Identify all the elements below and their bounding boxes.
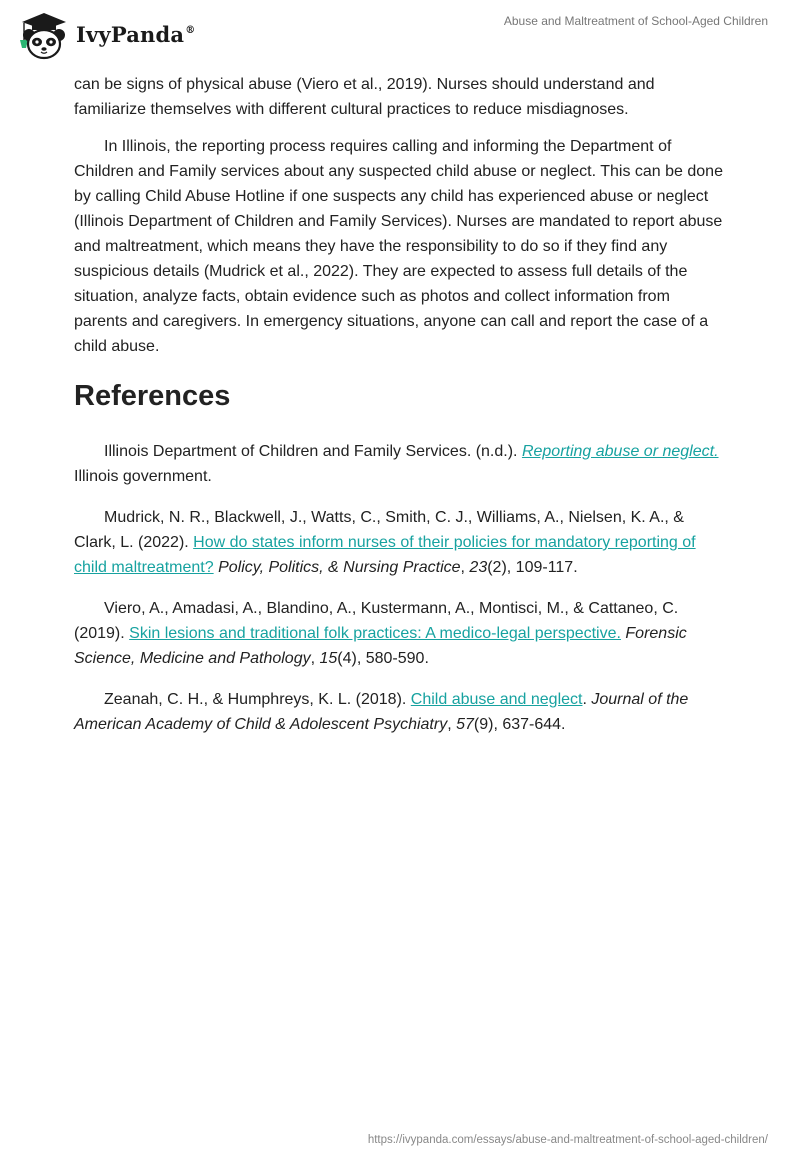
reference-item: Illinois Department of Children and Family Services. (n.d.). Reporting abuse or neglect. Illinois government. xyxy=(74,443,719,485)
reference-item: Zeanah, C. H., & Humphreys, K. L. (2018). Child abuse and neglect. Journal of the American Academy of Child & Adolescent Psychiatry, 57(9), 637-644. xyxy=(74,691,689,733)
reference-link[interactable]: Child abuse and neglect xyxy=(410,691,583,708)
reference-link[interactable]: How do states inform nurses of their policies for mandatory reporting of child maltreatment? xyxy=(74,534,696,576)
reference-item: Viero, A., Amadasi, A., Blandino, A., Kustermann, A., Montisci, M., & Cattaneo, C. (2019). Skin lesions and traditional folk practices: A medico-legal perspective. Forensic Science, Medicine and Pathology, 15(4), 580-590. xyxy=(74,600,687,667)
paragraph-continued: can be signs of physical abuse (Viero et al., 2019). Nurses should understand and familiarize themselves with different cultural practices to reduce misdiagnoses. xyxy=(74,76,655,118)
document-body xyxy=(74,72,724,753)
document-title: Abuse and Maltreatment of School-Aged Children xyxy=(503,14,768,28)
reference-link[interactable]: Reporting abuse or neglect. xyxy=(521,443,719,460)
references-heading: References xyxy=(74,380,231,412)
brand-name: IvyPanda® xyxy=(76,21,196,47)
page-header xyxy=(0,0,800,70)
reference-link[interactable]: Skin lesions and traditional folk practices: A medico-legal perspective. xyxy=(129,625,621,642)
ivypanda-logo[interactable] xyxy=(14,8,195,60)
panda-graduate-icon xyxy=(14,8,72,60)
footer-url: https://ivypanda.com/essays/abuse-and-maltreatment-of-school-aged-children/ xyxy=(367,1134,768,1146)
reference-item: Mudrick, N. R., Blackwell, J., Watts, C., Smith, C. J., Williams, A., Nielsen, K. A., & Clark, L. (2022). How do states inform nurses of their policies for mandatory reporting of child maltreatment? Policy, Politics, & Nursing Practice, 23(2), 109-117. xyxy=(74,509,696,576)
paragraph-reporting-process: In Illinois, the reporting process requires calling and informing the Department of Children and Family services about any suspected child abuse or neglect. This can be done by calling Child Abuse Hotline if one suspects any child has experienced abuse or neglect (Illinois Department of Children and Family Services). Nurses are mandated to report abuse and maltreatment, which means they have the responsibility to do so if they find any suspicious details (Mudrick et al., 2022). They are expected to assess full details of the situation, analyze facts, obtain evidence such as photos and collect information from parents and caregivers. In emergency situations, anyone can call and report the case of a child abuse. xyxy=(74,138,723,355)
